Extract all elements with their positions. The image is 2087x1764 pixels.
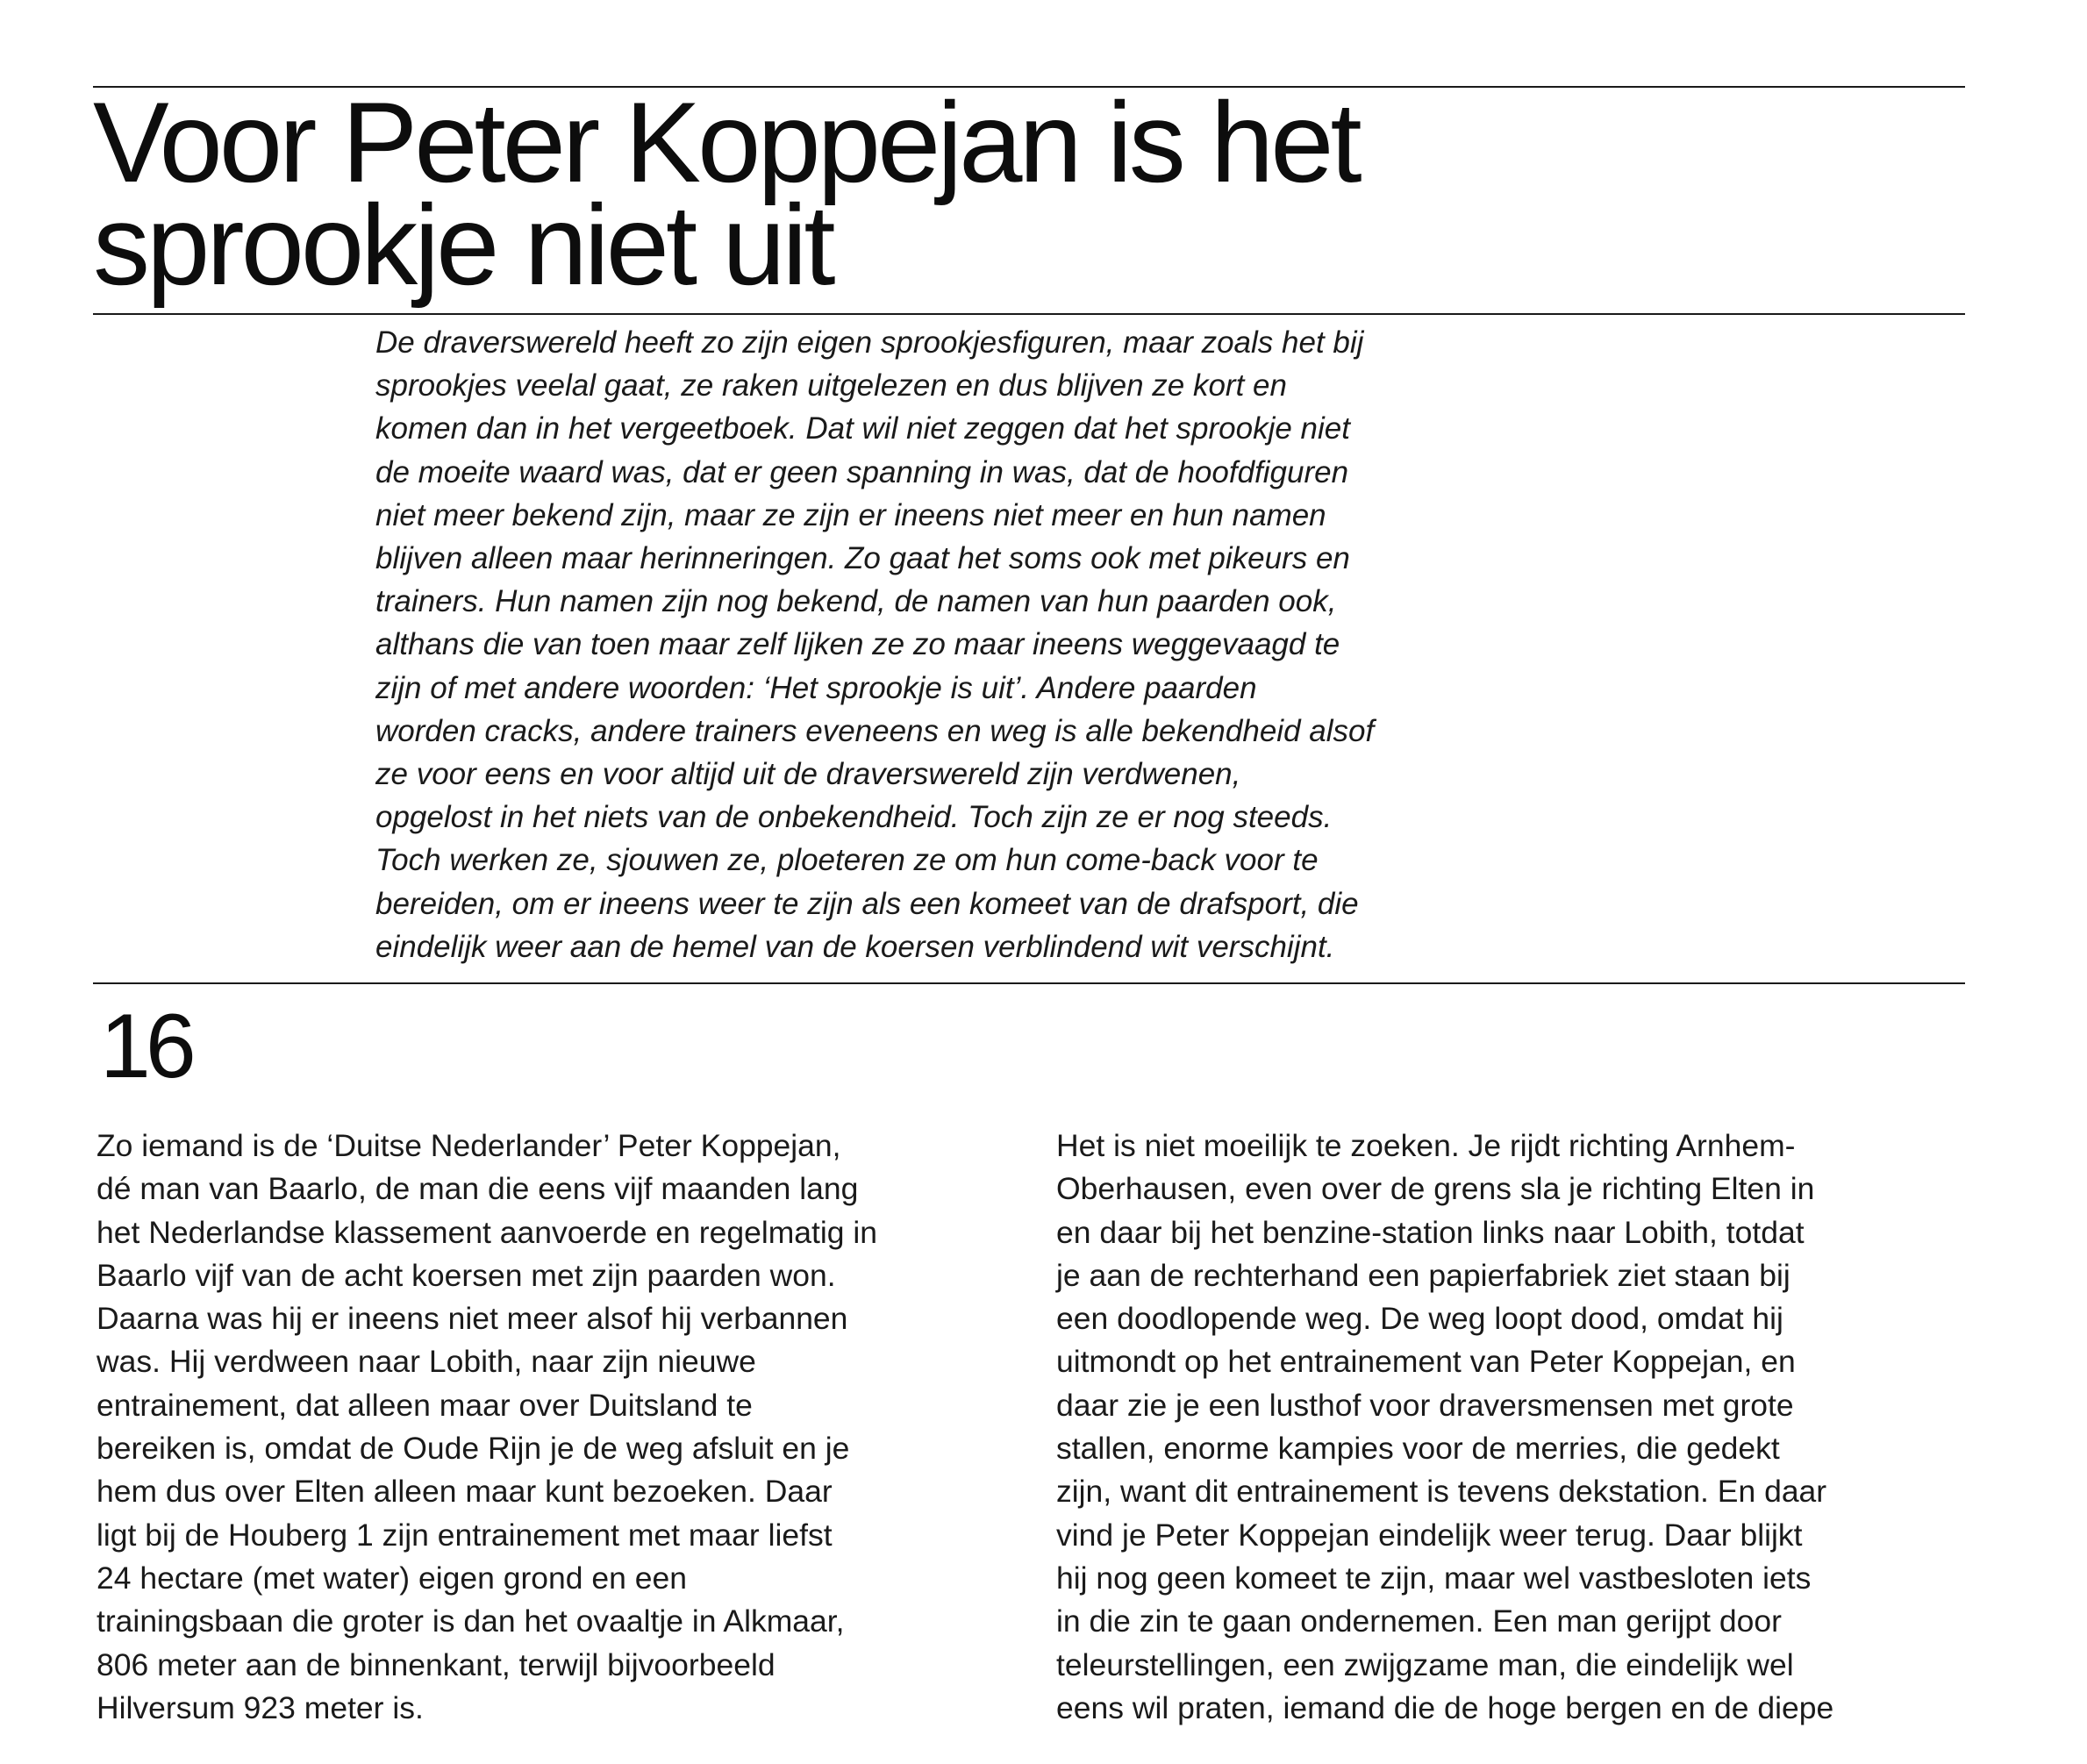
body-line: Baarlo vijf van de acht koersen met zijn paarden won. (96, 1257, 836, 1293)
intro-line: De draverswereld heeft zo zijn eigen sprookjesfiguren, maar zoals het bij (375, 325, 1364, 360)
body-line: hij nog geen komeet te zijn, maar wel vastbesloten iets (1056, 1560, 1812, 1596)
intro-line: niet meer bekend zijn, maar ze zijn er ineens niet meer en hun namen (375, 497, 1326, 532)
body-line: daar zie je een lusthof voor draversmensen met grote (1056, 1387, 1794, 1423)
body-line: teleurstellingen, een zwijgzame man, die eindelijk wel (1056, 1646, 1794, 1682)
body-line: bereiken is, omdat de Oude Rijn je de weg afsluit en je (96, 1431, 850, 1467)
intro-line: worden cracks, andere trainers eveneens en weg is alle bekendheid alsof (375, 713, 1375, 748)
intro-line: blijven alleen maar herinneringen. Zo gaat het soms ook met pikeurs en (375, 541, 1350, 576)
intro-line: bereiden, om er ineens weer te zijn als een komeet van de drafsport, die (375, 886, 1359, 921)
body-line: Oberhausen, even over de grens sla je richting Elten in (1056, 1171, 1815, 1207)
body-line: het Nederlandse klassement aanvoerde en regelmatig in (96, 1214, 878, 1250)
headline-line: Voor Peter Koppejan is het (93, 78, 1359, 206)
body-line: Daarna was hij er ineens niet meer alsof hij verbannen (96, 1301, 848, 1337)
intro-line: Toch werken ze, sjouwen ze, ploeteren ze om hun come-back voor te (375, 843, 1319, 878)
intro-line: althans die van toen maar zelf lijken ze zo maar ineens weggevaagd te (375, 627, 1340, 662)
intro-divider (93, 982, 1965, 984)
body-line: hem dus over Elten alleen maar kunt bezoeken. Daar (96, 1474, 833, 1510)
headline-line: sprookje niet uit (93, 181, 833, 309)
body-line: uitmondt op het entrainement van Peter Koppejan, en (1056, 1344, 1796, 1380)
body-line: Zo iemand is de ‘Duitse Nederlander’ Peter Koppejan, (96, 1128, 841, 1163)
intro-line: trainers. Hun namen zijn nog bekend, de namen van hun paarden ook, (375, 584, 1337, 619)
body-column-right (1056, 1125, 1977, 1730)
body-line: Hilversum 923 meter is. (96, 1689, 424, 1725)
body-line: een doodlopende weg. De weg loopt dood, omdat hij (1056, 1301, 1783, 1337)
intro-line: ze voor eens en voor altijd uit de draverswereld zijn verdwenen, (375, 757, 1241, 792)
body-line: 806 meter aan de binnenkant, terwijl bijvoorbeeld (96, 1646, 775, 1682)
body-line: ligt bij de Houberg 1 zijn entrainement met maar liefst (96, 1517, 833, 1553)
body-line: 24 hectare (met water) eigen grond en een (96, 1560, 687, 1596)
intro-line: de moeite waard was, dat er geen spanning in was, dat de hoofdfiguren (375, 454, 1349, 489)
body-line: je aan de rechterhand een papierfabriek ziet staan bij (1056, 1257, 1790, 1293)
body-line: eens wil praten, iemand die de hoge bergen en de diepe (1056, 1689, 1834, 1725)
body-column-left (96, 1125, 1018, 1730)
body-line: Het is niet moeilijk te zoeken. Je rijdt richting Arnhem- (1056, 1128, 1796, 1163)
body-line: dé man van Baarlo, de man die eens vijf maanden lang (96, 1171, 859, 1207)
intro-line: opgelost in het niets van de onbekendheid. Toch zijn ze er nog steeds. (375, 800, 1333, 835)
body-line: en daar bij het benzine-station links naar Lobith, totdat (1056, 1214, 1805, 1250)
intro-line: komen dan in het vergeetboek. Dat wil niet zeggen dat het sprookje niet (375, 411, 1350, 446)
intro-paragraph (375, 321, 1630, 968)
body-line: trainingsbaan die groter is dan het ovaaltje in Alkmaar, (96, 1603, 845, 1639)
chapter-number: 16 (100, 996, 191, 1097)
headline-divider (93, 313, 1965, 315)
body-line: entrainement, dat alleen maar over Duitsland te (96, 1387, 753, 1423)
article-headline (93, 78, 1965, 309)
intro-line: sprookjes veelal gaat, ze raken uitgelezen en dus blijven ze kort en (375, 368, 1287, 404)
body-line: was. Hij verdween naar Lobith, naar zijn nieuwe (96, 1344, 756, 1380)
body-line: in die zin te gaan ondernemen. Een man gerijpt door (1056, 1603, 1782, 1639)
body-line: stallen, enorme kampies voor de merries, die gedekt (1056, 1431, 1780, 1467)
intro-line: zijn of met andere woorden: ‘Het sprookje is uit’. Andere paarden (375, 670, 1257, 705)
body-line: vind je Peter Koppejan eindelijk weer terug. Daar blijkt (1056, 1517, 1803, 1553)
body-line: zijn, want dit entrainement is tevens dekstation. En daar (1056, 1474, 1827, 1510)
intro-line: eindelijk weer aan de hemel van de koersen verblindend wit verschijnt. (375, 929, 1335, 964)
